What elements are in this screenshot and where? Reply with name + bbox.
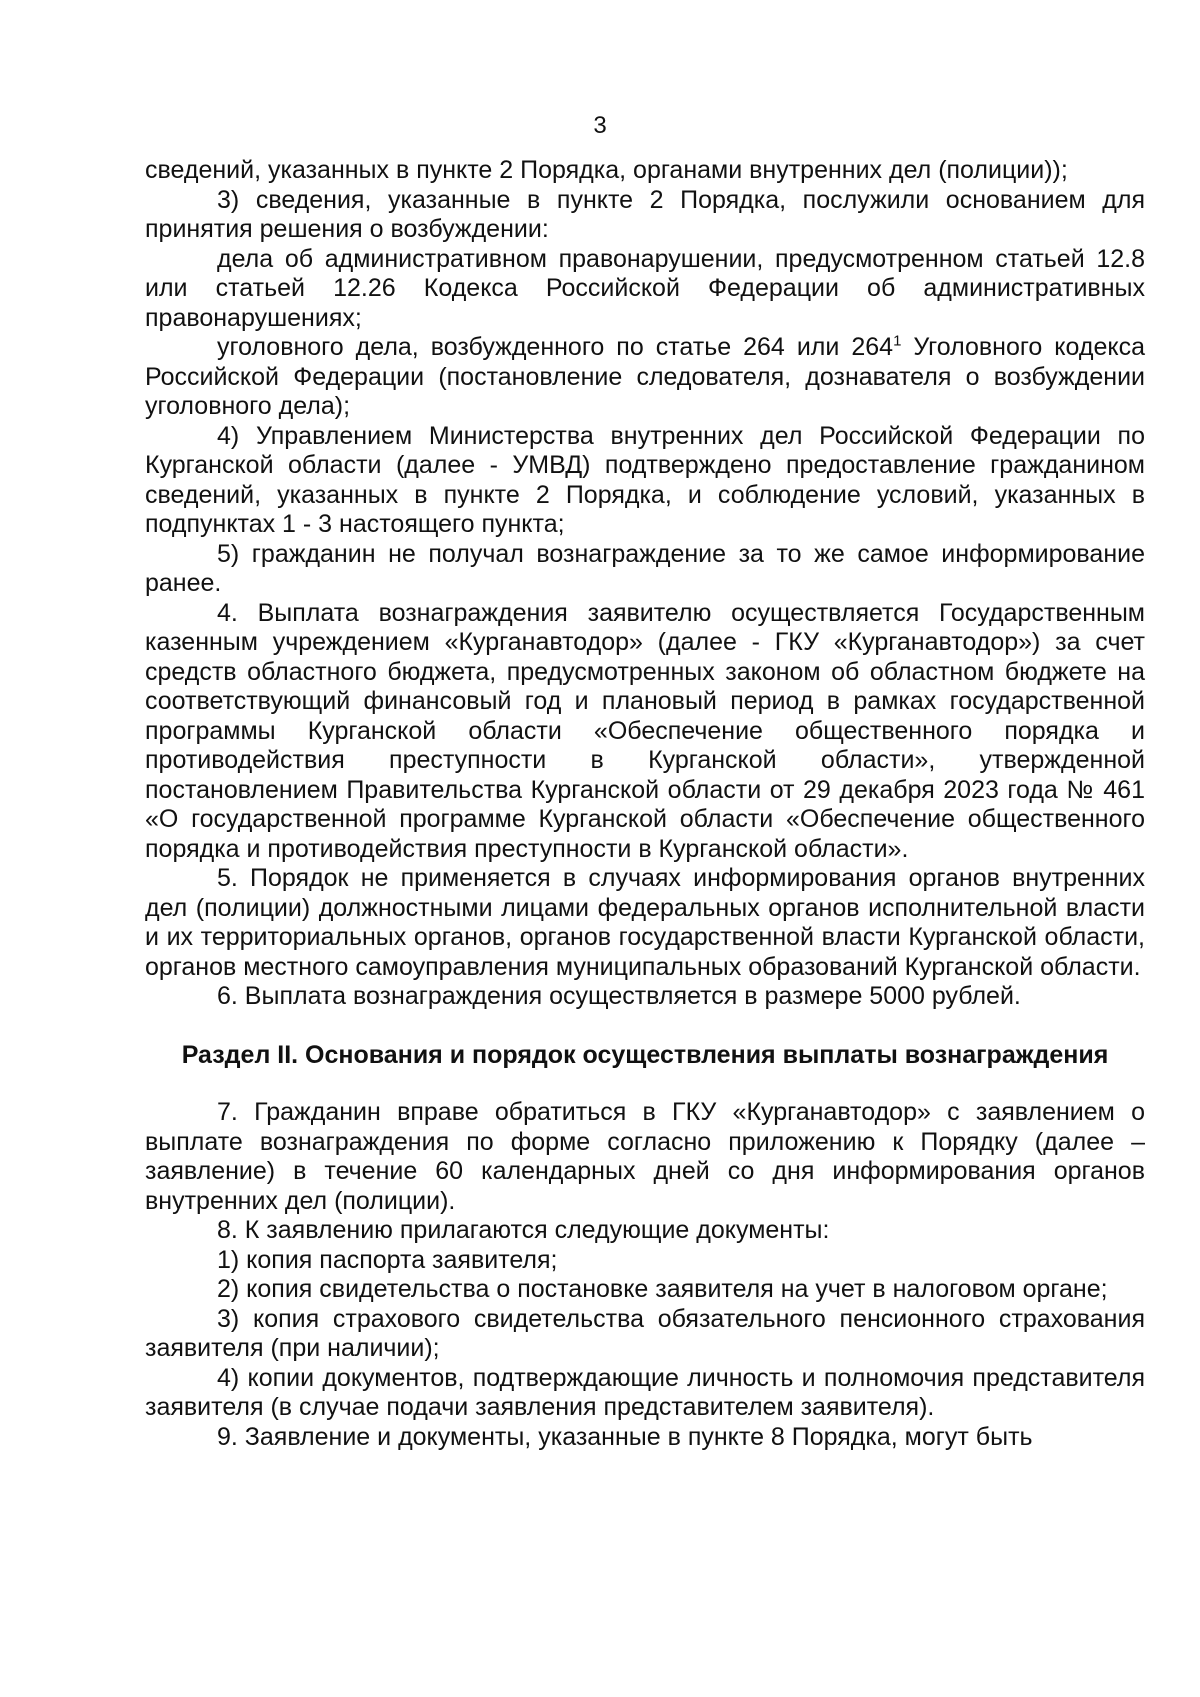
paragraph: дела об административном правонарушении, предусмотренном статьей 12.8 или статьей 12.26 Кодекса Российской Федерации об административных правонарушениях;: [145, 244, 1145, 332]
paragraph-criminal-case: [145, 333, 1145, 422]
paragraph: 8. К заявлению прилагаются следующие документы:: [217, 1216, 830, 1244]
paragraph: 4) копии документов, подтверждающие личность и полномочия представителя заявителя (в случае подачи заявления представителем заявителя).: [145, 1363, 1145, 1421]
paragraph: 5) гражданин не получал вознаграждение за то же самое информирование ранее.: [145, 539, 1145, 597]
paragraph: 7. Гражданин вправе обратиться в ГКУ «Курганавтодор» с заявлением о выплате вознаграждения по форме согласно приложению к Порядку (далее – заявление) в течение 60 календарных дней со дня информирования органов внутренних дел (полиции).: [145, 1098, 1145, 1215]
paragraph: 5. Порядок не применяется в случаях информирования органов внутренних дел (полиции) должностными лицами федеральных органов исполнительной власти и их территориальных органов, органов государственной власти Курганской области, органов местного самоуправления муниципальных образований Курганской области.: [145, 864, 1145, 981]
section-heading: Раздел II. Основания и порядок осуществления выплаты вознаграждения: [181, 1040, 1109, 1069]
paragraph: 3) сведения, указанные в пункте 2 Порядка, послужили основанием для принятия решения о возбуждении:: [145, 185, 1145, 243]
page-number: 3: [593, 112, 607, 139]
document-body: [145, 156, 1145, 1452]
superscript: 1: [893, 332, 902, 350]
paragraph: 4) Управлением Министерства внутренних дел Российской Федерации по Курганской области (далее - УМВД) подтверждено предоставление гражданином сведений, указанных в пункте 2 Порядка, и соблюдение условий, указанных в подпунктах 1 - 3 настоящего пункта;: [145, 421, 1145, 538]
paragraph-text: уголовного дела, возбужденного по статье 264 или 264: [217, 333, 894, 361]
paragraph: 6. Выплата вознаграждения осуществляется в размере 5000 рублей.: [217, 982, 1021, 1010]
paragraph: 4. Выплата вознаграждения заявителю осуществляется Государственным казенным учреждением «Курганавтодор» (далее - ГКУ «Курганавтодор») за счет средств областного бюджета, предусмотренных законом об областном бюджете на соответствующий финансовый год и плановый период в рамках государственной программы Курганской области «Обеспечение общественного порядка и противодействия преступности в Курганской области», утвержденной постановлением Правительства Курганской области от 29 декабря 2023 года № 461 «О государственной программе Курганской области «Обеспечение общественного порядка и противодействия преступности в Курганской области».: [145, 598, 1145, 863]
paragraph: сведений, указанных в пункте 2 Порядка, органами внутренних дел (полиции));: [145, 156, 1068, 184]
paragraph: 3) копия страхового свидетельства обязательного пенсионного страхования заявителя (при наличии);: [145, 1304, 1145, 1362]
paragraph-text: Уголовного кодекса Российской Федерации (постановление следователя, дознавателя о возбуждении уголовного дела);: [145, 333, 1145, 420]
paragraph: 2) копия свидетельства о постановке заявителя на учет в налоговом органе;: [217, 1275, 1108, 1303]
paragraph: 1) копия паспорта заявителя;: [217, 1245, 558, 1274]
paragraph: 9. Заявление и документы, указанные в пункте 8 Порядка, могут быть: [217, 1422, 1033, 1451]
